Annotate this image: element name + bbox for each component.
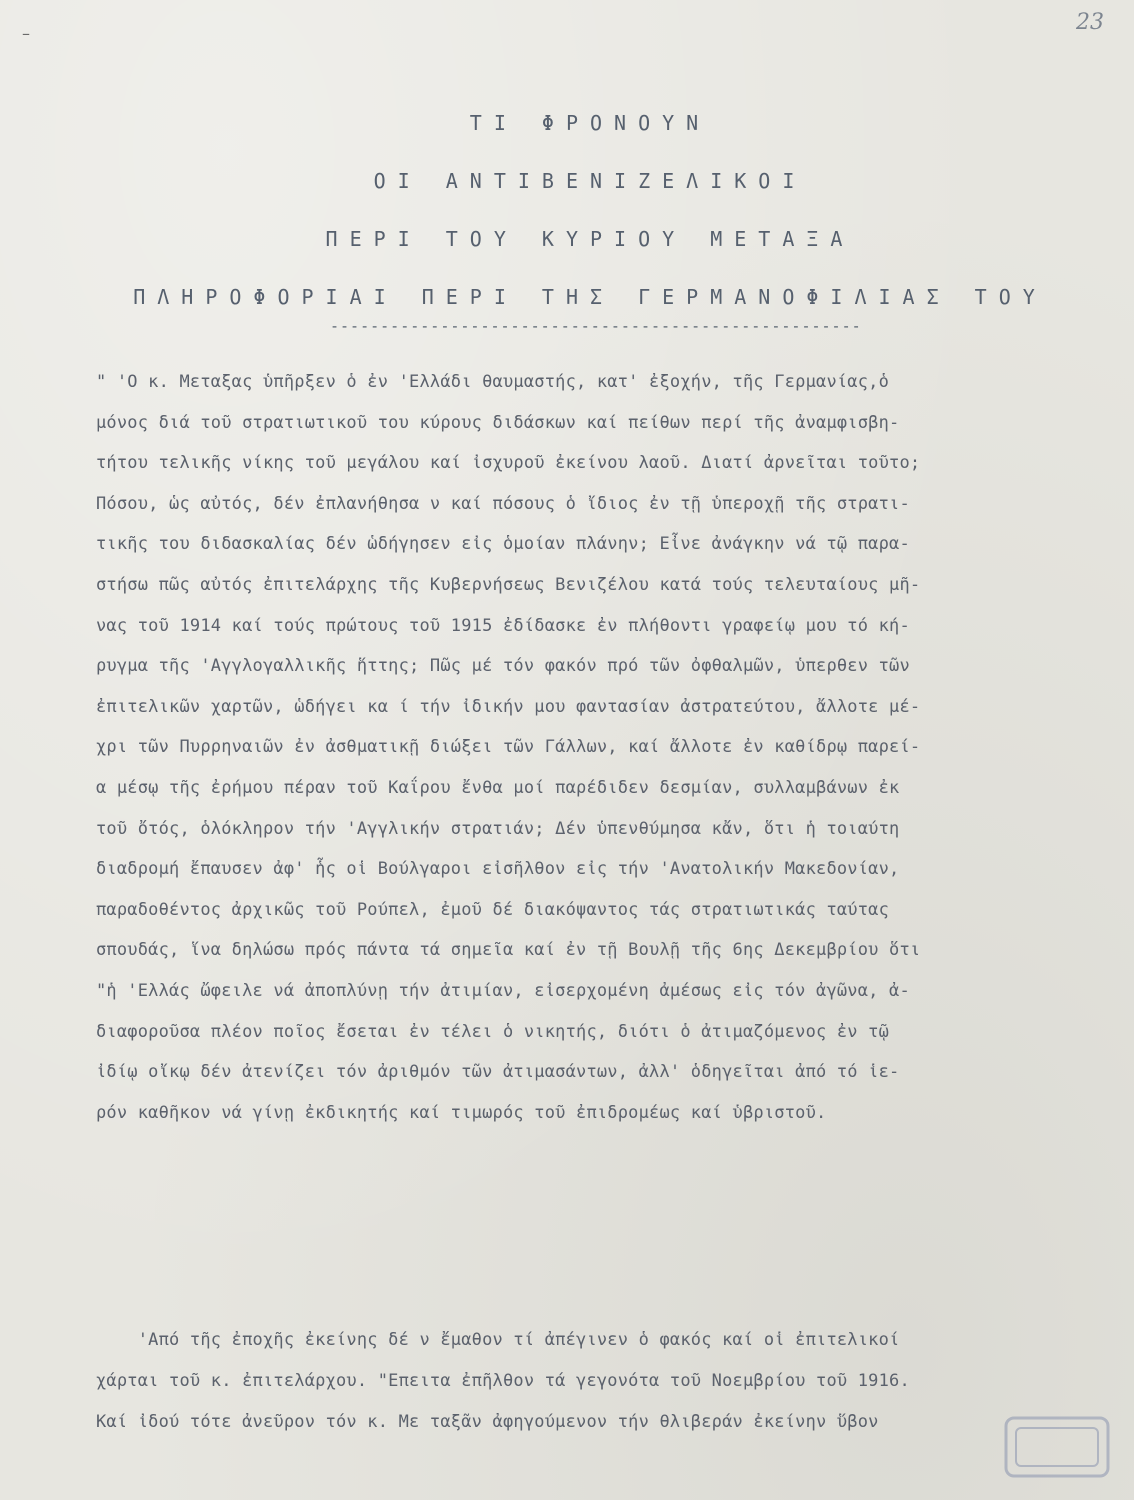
text-line: ἰδίῳ οἴκῳ δέν ἀτενίζει τόν ἀριθμόν τῶν ἀτιμασάντων, ἀλλ' ὁδηγεῖται ἀπό τό ἱε-	[96, 1062, 900, 1083]
text-line: 'Από τῆς ἐποχῆς ἐκείνης δέ ν ἔμαθον τί ἀπέγινεν ὁ φακός καί οἱ ἐπιτελικοί	[96, 1330, 900, 1350]
text-line: ἐπιτελικῶν χαρτῶν, ὡδήγει κα ί τήν ἰδικήν μου φαντασίαν ἀστρατεύτου, ἄλλοτε μέ-	[96, 696, 921, 717]
text-line: τικῆς του διδασκαλίας δέν ὡδήγησεν εἰς ὁμοίαν πλάνην; Εἶνε ἀνάγκην νά τῷ παρα-	[96, 534, 910, 555]
text-line: χάρται τοῦ κ. ἐπιτελάρχου. "Επειτα ἐπῆλθον τά γεγονότα τοῦ Νοεμβρίου τοῦ 1916.	[96, 1371, 910, 1391]
text-line: " 'Ο κ. Μεταξας ὑπῆρξεν ὁ ἐν 'Ελλάδι θαυμαστής, κατ' ἐξοχήν, τῆς Γερμανίας,ὁ	[96, 372, 890, 392]
text-line: διαδρομή ἔπαυσεν ἀφ' ἧς οἱ Βούλγαροι εἰσῆλθον εἰς τήν 'Ανατολικήν Μακεδονίαν,	[96, 859, 900, 880]
text-line: χρι τῶν Πυρρηναιῶν ἐν ἀσθματικῇ διώξει τῶν Γάλλων, καί ἄλλοτε ἐν καθίδρῳ παρεί-	[96, 737, 921, 758]
text-line: στήσω πῶς αὐτός ἐπιτελάρχης τῆς Κυβερνήσεως Βενιζέλου κατά τούς τελευταίους μῆ-	[96, 574, 921, 595]
margin-mark: –	[22, 24, 30, 43]
text-line: παραδοθέντος ἀρχικῶς τοῦ Ρούπελ, ἐμοῦ δέ διακόψαντος τάς στρατιωτικάς ταύτας	[96, 899, 890, 920]
text-line: τοῦ ὄτός, ὁλόκληρον τήν 'Αγγλικήν στρατιάν; Δέν ὑπενθύμησα κἄν, ὅτι ἡ τοιαύτη	[96, 818, 900, 839]
text-line: ρόν καθῆκον νά γίνῃ ἐκδικητής καί τιμωρός τοῦ ἐπιδρομέως καί ὑβριστοῦ.	[96, 1102, 827, 1123]
document-headings	[100, 94, 1080, 326]
text-line: σπουδάς, ἵνα δηλώσω πρός πάντα τά σημεῖα καί ἐν τῇ Βουλῇ τῆς 6ης Δεκεμβρίου ὅτι	[96, 940, 921, 961]
paragraph-2	[96, 1320, 1126, 1443]
text-line: α μέσῳ τῆς ἐρήμου πέραν τοῦ Καΐρου ἔνθα μοί παρέδιδεν δεσμίαν, συλλαμβάνων ἐκ	[96, 777, 900, 798]
heading-line-2: ΟΙ ΑΝΤΙΒΕΝΙΖΕΛΙΚΟΙ	[373, 169, 807, 193]
text-line: μόνος διά τοῦ στρατιωτικοῦ του κύρους διδάσκων καί πείθων περί τῆς ἀναμφισβη-	[96, 412, 900, 433]
text-line: νας τοῦ 1914 καί τούς πρώτους τοῦ 1915 ἐδίδασκε ἐν πλήθοντι γραφείῳ μου τό κή-	[96, 615, 910, 636]
text-line: ρυγμα τῆς 'Αγγλογαλλικῆς ἥττης; Πῶς μέ τόν φακόν πρό τῶν ὀφθαλμῶν, ὑπερθεν τῶν	[96, 656, 910, 677]
text-line: Πόσου, ὡς αὐτός, δέν ἐπλανήθησα ν καί πόσους ὁ ἴδιος ἐν τῇ ὑπεροχῇ τῆς στρατι-	[96, 493, 910, 514]
heading-line-1: ΤΙ ΦΡΟΝΟΥΝ	[469, 111, 711, 135]
dashed-rule: -----------------------------------------------------	[330, 317, 862, 335]
text-line: Καί ἰδού τότε ἀνεῦρον τόν κ. Με ταξᾶν ἀφηγούμενον τήν θλιβεράν ἐκείνην ὕβον	[96, 1412, 879, 1432]
text-line: τήτου τελικῆς νίκης τοῦ μεγάλου καί ἰσχυροῦ ἐκείνου λαοῦ. Διατί ἀρνεῖται τοῦτο;	[96, 453, 921, 474]
heading-line-4: ΠΛΗΡΟΦΟΡΙΑΙ ΠΕΡΙ ΤΗΣ ΓΕΡΜΑΝΟΦΙΛΙΑΣ ΤΟΥ	[133, 285, 1047, 309]
page-number: 23	[1076, 10, 1104, 35]
text-line: διαφοροῦσα πλέον ποῖος ἔσεται ἐν τέλει ὁ νικητής, διότι ὁ ἀτιμαζόμενος ἐν τῷ	[96, 1021, 890, 1042]
text-line: "ἡ 'Ελλάς ὤφειλε νά ἀποπλύνῃ τήν ἀτιμίαν, εἰσερχομένη ἀμέσως εἰς τόν ἀγῶνα, ἀ-	[96, 980, 910, 1001]
paragraph-1	[96, 362, 1126, 1133]
heading-line-3: ΠΕΡΙ ΤΟΥ ΚΥΡΙΟΥ ΜΕΤΑΞΑ	[325, 227, 855, 251]
archive-stamp	[1002, 1412, 1112, 1482]
